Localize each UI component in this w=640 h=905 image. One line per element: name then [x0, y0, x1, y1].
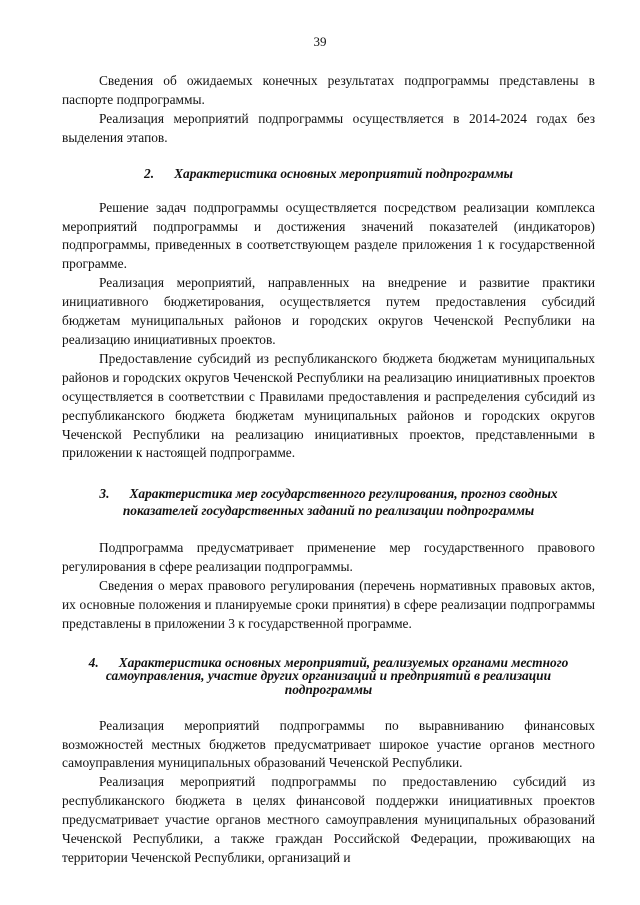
section-title: Характеристика мер государственного регулирования, прогноз сводных показателей государственных заданий по реализации подпрограммы: [122, 486, 558, 519]
section-heading-3: [62, 485, 595, 519]
section-number: 4.: [88, 654, 99, 670]
paragraph: Реализация мероприятий, направленных на внедрение и развитие практики инициативного бюджетирования, осуществляется путем предоставления субсидий бюджетам муниципальных районов и городских округов Чеченской Республики на реализацию инициативных проектов.: [62, 275, 595, 347]
paragraph: Сведения об ожидаемых конечных результатах подпрограммы представлены в паспорте подпрограммы.: [62, 73, 595, 107]
paragraph: Подпрограмма предусматривает применение мер государственного правового регулирования в сфере реализации подпрограммы.: [62, 540, 595, 575]
section-title: Характеристика основных мероприятий, реализуемых органами местного самоуправления, участие других организаций и предприятий в реализации подпрограммы: [105, 654, 569, 698]
paragraph: Сведения о мерах правового регулирования (перечень нормативных правовых актов, их основные положения и планируемые сроки принятия) в сфере реализации подпрограммы представлены в приложении 3 к государственной программе.: [62, 578, 595, 631]
section-heading-2: [62, 165, 595, 182]
section-number: 3.: [99, 486, 110, 502]
section-heading-4: [62, 656, 595, 697]
paragraph: Реализация мероприятий подпрограммы осуществляется в 2014-2024 годах без выделения этапов.: [62, 110, 595, 145]
paragraph: Решение задач подпрограммы осуществляется посредством реализации комплекса мероприятий подпрограммы и достижения значений показателей (индикаторов) подпрограммы, приведенных в соответствующем разделе приложения 1 к государственной программе.: [62, 199, 595, 272]
paragraph: Реализация мероприятий подпрограммы по выравниванию финансовых возможностей местных бюджетов предусматривает широкое участие органов местного самоуправления муниципальных образований Чеченской Республики.: [62, 717, 595, 771]
document-body: [62, 72, 595, 868]
paragraph: Предоставление субсидий из республиканского бюджета бюджетам муниципальных районов и городских округов Чеченской Республики на реализацию инициативных проектов осуществляется в соответствии с Правилами предоставления и распределения субсидий из республиканского бюджета бюджетам муниципальных районов и городских округов Чеченской Республики на реализацию инициативных проектов, представленными в приложении к настоящей подпрограмме.: [62, 350, 595, 461]
section-title: Характеристика основных мероприятий подпрограммы: [174, 165, 513, 181]
section-number: 2.: [144, 165, 155, 181]
page-number: 39: [313, 34, 327, 49]
paragraph: Реализация мероприятий подпрограммы по предоставлению субсидий из республиканского бюджета в целях финансовой поддержки инициативных проектов предусматривает участие органов местного самоуправления муниципальных образований Чеченской Республики, а также граждан Российской Федерации, проживающих на территории Чеченской Республики, организаций и: [62, 774, 595, 865]
